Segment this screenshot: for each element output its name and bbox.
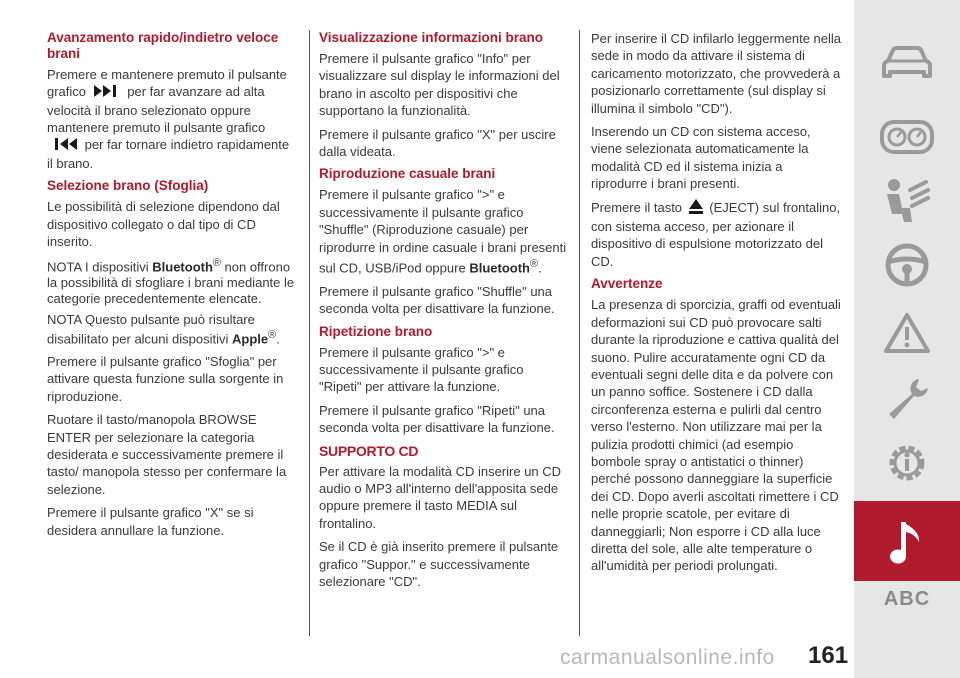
seat-safety-icon[interactable] <box>877 174 937 228</box>
steering-wheel-icon[interactable] <box>877 238 937 292</box>
paragraph-ripetizione-2: Premere il pulsante grafico "Ripeti" una seconda volta per disattivare la funzione. <box>319 402 555 436</box>
paragraph-selezione-2: Premere il pulsante grafico "Sfoglia" per attivare questa funzione sulla sorgente in riproduzione. <box>47 354 284 404</box>
column-divider-2 <box>579 30 580 636</box>
paragraph-avvertenze: La presenza di sporcizia, graffi od eventuali deformazioni sui CD può provocare salti durante la riproduzione e cattiva qualità del suono. Pulire accuratamente ogni CD da eventuali segni delle dita e da polvere con un panno soffice. Sostenere i CD dalla circonferenza esterna e pulirli dal centro verso l'esterno. Non utilizzare mai per la pulizia prodotti chimici (ad esempio bombole spray o antistatici o thinner) perché possono danneggiare la superficie dei CD. Dopo averli ascoltati rimettere i CD nelle proprie scatole, per evitare di danneggiarli; Non esporre i CD alla luce diretta del sole, alle alte temperature o all'umidità per periodi prolungati. <box>591 297 841 574</box>
rewind-icon <box>50 137 78 154</box>
paragraph-eject: Premere il tasto (EJECT) sul frontalino, con sistema acceso, per azionare il dispositivo di espulsione motorizzato del CD. <box>591 199 841 269</box>
column-1 <box>47 30 297 545</box>
heading-shuffle: Riproduzione casuale brani <box>319 166 496 182</box>
heading-ripetizione: Ripetizione brano <box>319 323 433 339</box>
paragraph-selezione-1: Le possibilità di selezione dipendono dal dispositivo collegato o dal tipo di CD inserito. <box>47 199 280 249</box>
warning-triangle-icon[interactable] <box>877 306 937 360</box>
abc-index-link[interactable]: ABC <box>883 588 931 610</box>
dashboard-icon[interactable] <box>877 110 937 164</box>
column-3 <box>591 30 841 581</box>
paragraph-avanzamento: Premere e mantenere premuto il pulsante grafico per far avanzare ad alta velocità il brano selezionato oppure mantenere premuto il pulsante grafico per far tornare indietro rapidamente il brano. <box>47 67 290 171</box>
paragraph-selezione-4: Premere il pulsante grafico "X" se si desidera annullare la funzione. <box>47 505 254 538</box>
watermark: carmanualsonline.info <box>560 646 775 669</box>
music-note-icon[interactable] <box>877 514 937 568</box>
heading-selezione: Selezione brano (Sfoglia) <box>47 178 209 194</box>
heading-supporto-cd: SUPPORTO CD <box>319 442 419 459</box>
note-apple: NOTA Questo pulsante può risultare disabilitato per alcuni dispositivi Apple®. <box>47 312 280 347</box>
paragraph-cd-2: Se il CD è già inserito premere il pulsante grafico "Suppor." e successivamente selezionare "CD". <box>319 539 559 590</box>
paragraph-cd-1: Per attivare la modalità CD inserire un CD audio o MP3 all'interno dell'apposita sede oppure premere il tasto MEDIA sul frontalino. <box>319 463 562 531</box>
paragraph-selezione-3: Ruotare il tasto/manopola BROWSE ENTER per selezionare la categoria desiderata e successivamente premere il tasto/ manopola stesso per confermare la selezione. <box>47 412 287 497</box>
heading-avanzamento: Avanzamento rapido/indietro veloce brani <box>47 30 279 61</box>
paragraph-shuffle-2: Premere il pulsante grafico "Shuffle" una seconda volta per disattivare la funzione. <box>319 283 555 317</box>
heading-avvertenze: Avvertenze <box>591 276 663 292</box>
fast-forward-icon <box>93 84 121 101</box>
paragraph-ripetizione-1: Premere il pulsante grafico ">" e successivamente il pulsante grafico "Ripeti" per attivare la funzione. <box>319 344 524 395</box>
column-2 <box>319 30 569 596</box>
paragraph-shuffle-1: Premere il pulsante grafico ">" e successivamente il pulsante grafico "Shuffle" (Riproduzione casuale) per riprodurre in ordine casuale i brani presenti sul CD, USB/iPod oppure Bluetooth®. <box>319 187 567 276</box>
paragraph-inserimento-2: Inserendo un CD con sistema acceso, viene selezionata automaticamente la modalità CD ed il sistema inizia a riprodurre i brani presenti. <box>591 124 811 192</box>
eject-icon <box>689 199 703 218</box>
column-divider-1 <box>309 30 310 636</box>
paragraph-info-2: Premere il pulsante grafico "X" per uscire dalla videata. <box>319 126 556 160</box>
gear-info-icon[interactable] <box>877 436 937 490</box>
chapter-sidebar <box>854 0 960 678</box>
heading-info: Visualizzazione informazioni brano <box>319 30 544 45</box>
paragraph-inserimento-1: Per inserire il CD infilarlo leggermente nella sede in modo da attivare il sistema di caricamento motorizzato, che provvederà a posizionarlo correttamente (sul display si illumina il simbolo "CD"). <box>591 31 841 116</box>
car-icon[interactable] <box>877 36 937 90</box>
note-bluetooth: NOTA I dispositivi Bluetooth® non offrono la possibilità di sfogliare i brani mediante le categorie precedentemente elencate. <box>47 257 295 306</box>
page-number: 161 <box>808 642 849 669</box>
paragraph-info-1: Premere il pulsante grafico "Info" per visualizzare sul display le informazioni del brano in ascolto per dispositivi che supportano la funzionalità. <box>319 51 560 119</box>
wrench-icon[interactable] <box>877 372 937 426</box>
